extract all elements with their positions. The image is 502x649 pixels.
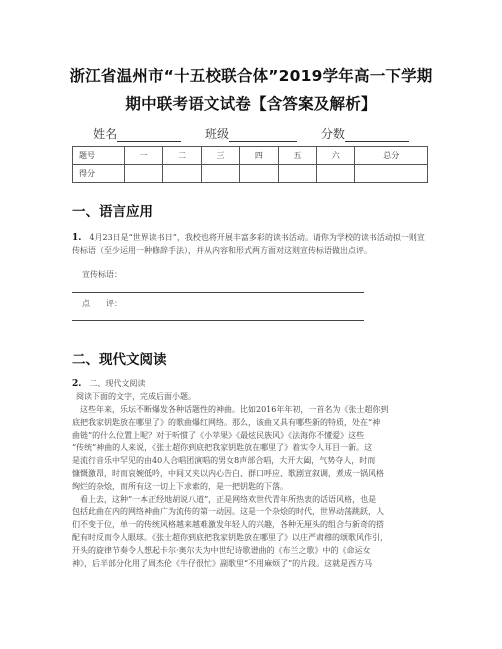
score-row-label: 得分 <box>73 165 125 183</box>
passage-line: 是流行音乐中罕见的由40人合唱团演唱的男女8声部合唱，大开大阖，气势夺人，时而 <box>72 456 376 466</box>
slogan-label: 宣传标语： <box>82 270 122 279</box>
reading-passage <box>72 404 436 570</box>
score-table-header-cell: 总分 <box>355 147 428 165</box>
passage-line: “传统”神曲的人来说，《张士超你到底把我家钥匙放在哪里了》着实令人耳目一新。这 <box>72 443 373 453</box>
question-2-header <box>72 378 432 391</box>
passage-line: 底把我家钥匙放在哪里了》的歌曲爆红网络。那么，该曲又具有哪些新的特质，处在“神 <box>72 417 381 427</box>
comment-answer-line[interactable] <box>72 320 364 321</box>
score-label: 分数 <box>320 127 345 141</box>
question-2-subheading: 二、现代文阅读 <box>89 379 146 388</box>
question-1-number: 1. <box>72 233 82 243</box>
score-cell[interactable] <box>163 165 201 183</box>
name-blank[interactable] <box>117 130 181 142</box>
score-table <box>72 146 428 183</box>
passage-line: 包括此曲在内的网络神曲广为流传的第一动因。这是一个杂烩的时代，世界动荡跳跃，人 <box>72 507 384 517</box>
score-table-header-cell: 六 <box>317 147 355 165</box>
passage-line: 这些年来，乐坛不断爆发各种话题性的神曲。比如2016年年初，一首名为《张士超你到 <box>72 405 389 414</box>
score-table-header-cell: 题号 <box>73 147 125 165</box>
score-cell[interactable] <box>125 165 163 183</box>
question-1 <box>72 232 432 258</box>
passage-line: 开头的旋律节奏令人想起卡尔·奥尔夫为中世纪诗歌谱曲的《布兰之歌》中的《命运女 <box>72 545 371 555</box>
section-heading-reading: 二、现代文阅读 <box>72 352 167 368</box>
passage-line: 曲链”的什么位置上呢？对于听惯了《小苹果》《最炫民族风》《法海你不懂爱》这些 <box>72 430 365 440</box>
question-1-text: 4月23日是“世界读书日”，我校也将开展丰富多彩的读书活动。请你为学校的读书活动拟一则宣传标语（至少运用一种修辞手法），并从内容和形式两方面对这则宣传标语做出点评。 <box>72 233 425 255</box>
score-cell[interactable] <box>240 165 278 183</box>
comment-label: 点 评： <box>82 299 122 308</box>
question-2-number: 2. <box>72 379 82 389</box>
score-table-header-cell: 二 <box>163 147 201 165</box>
passage-line: 慷慨激昂，时而哀婉低吟，中间又夹以内心告白、群口呼应、歌剧宣叙调，煮成一锅风格 <box>72 468 384 478</box>
score-table-header-row <box>73 147 428 165</box>
passage-line: 神》，后半部分化用了周杰伦《牛仔很忙》副歌里“不用麻烦了”的片段。这就是西方马 <box>72 558 373 568</box>
passage-line: 配有时反而令人眼球。《张士超你到底把我家钥匙放在哪里了》以庄严肃穆的颂歌风作引， <box>72 532 388 542</box>
score-table-score-row <box>73 165 428 183</box>
reading-instruction: 阅读下面的文字，完成后面小题。 <box>76 392 196 401</box>
score-cell[interactable] <box>201 165 239 183</box>
student-info-line <box>0 125 502 142</box>
score-table-header-cell: 一 <box>125 147 163 165</box>
slogan-answer-line[interactable] <box>72 292 364 293</box>
score-table-header-cell: 三 <box>201 147 239 165</box>
passage-line: 们不变于位，单一的传统风格越来越难激发年轻人的兴趣，各种无厘头的组合与新奇的搭 <box>72 520 384 530</box>
class-label: 班级 <box>204 127 229 141</box>
section-heading-language: 一、语言应用 <box>72 204 153 220</box>
score-cell[interactable] <box>278 165 316 183</box>
score-cell[interactable] <box>355 165 428 183</box>
document-title-line2: 期中联考语文试卷【含答案及解析】 <box>125 95 377 113</box>
passage-line: 绚烂的杂烩，而所有这一切上下求索的，是一把钥匙的下落。 <box>72 481 288 491</box>
score-table-header-cell: 五 <box>278 147 316 165</box>
score-blank[interactable] <box>345 130 409 142</box>
score-cell[interactable] <box>317 165 355 183</box>
score-table-header-cell: 四 <box>240 147 278 165</box>
class-blank[interactable] <box>229 130 297 142</box>
passage-line: 看上去，这种“一本正经地胡说八道”，正是网络欢世代青年所热衷的话语风格，也是 <box>72 494 377 504</box>
document-title-line1: 浙江省温州市“十五校联合体”2019学年高一下学期 <box>69 67 433 85</box>
name-label: 姓名 <box>93 127 118 141</box>
